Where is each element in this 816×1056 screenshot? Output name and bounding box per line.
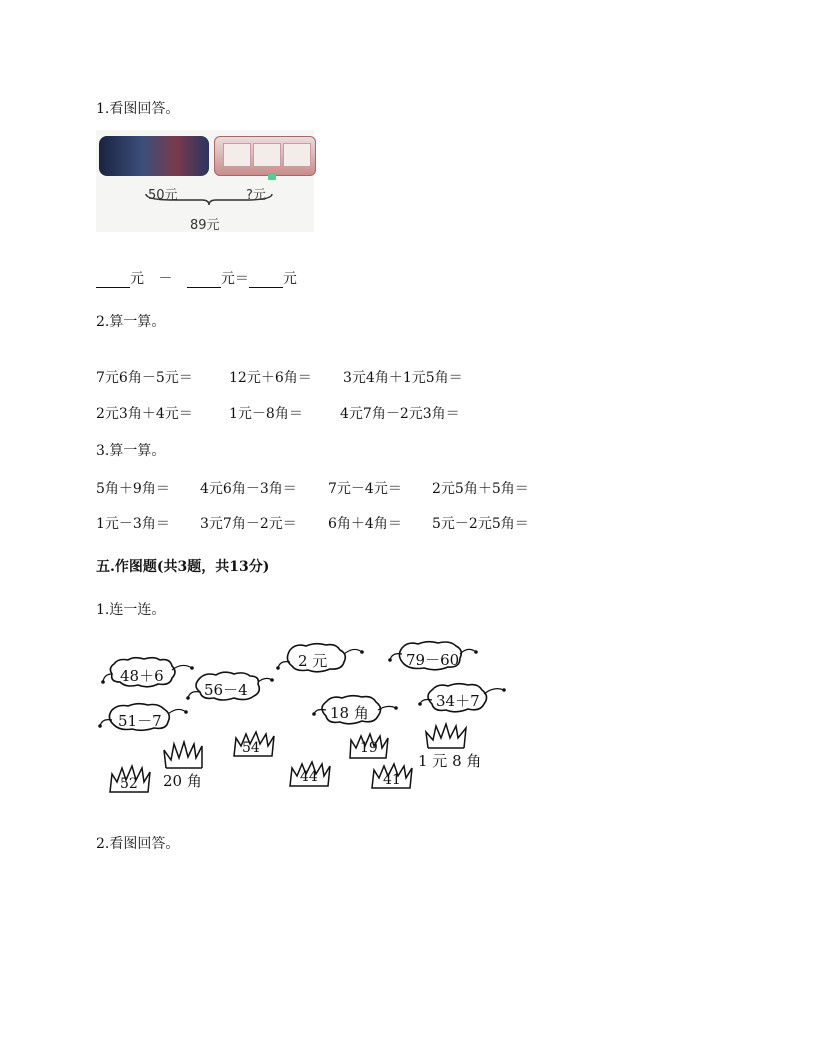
section5-question-1-title: 1.连一连。 [96,602,166,618]
cloud-bubble[interactable] [312,694,398,728]
q3-problem: 5角＋9角＝ [96,481,170,497]
unit-label: 元＝ [220,271,249,287]
q2-problem: 4元7角－2元3角＝ [340,406,460,422]
price-left-label: 50元 [148,188,178,203]
grass-tuft[interactable] [108,764,154,794]
grass-label: 19 [360,740,378,756]
cloud-label: 18 角 [330,704,369,722]
q3-problem: 2元5角＋5角＝ [432,481,529,497]
cloud-label: 48＋6 [120,667,164,685]
answer-blank-1[interactable] [96,273,130,288]
answer-blank-2[interactable] [187,273,221,288]
q3-problem: 7元－4元＝ [328,481,402,497]
q2-problem: 12元＋6角＝ [229,370,312,386]
unit-label: 元 [130,271,144,287]
cloud-label: 34＋7 [436,692,480,710]
q3-problem: 6角＋4角＝ [328,516,402,532]
q2-problem: 1元－8角＝ [229,406,303,422]
brace-icon [144,192,274,206]
cloud-label: 79－60 [406,651,460,669]
total-label: 89元 [190,218,220,233]
grass-label: 1 元 8 角 [418,752,482,770]
q3-problem: 4元6角－3角＝ [200,481,297,497]
cloud-label: 51－7 [118,712,162,730]
pencil-case-figure [96,130,314,232]
grass-tuft[interactable] [370,762,416,790]
answer-line [96,268,297,288]
q3-problem: 1元－3角＝ [96,516,170,532]
cloud-label: 56－4 [204,681,248,699]
grass-tuft[interactable] [424,722,470,750]
q2-problem: 2元3角＋4元＝ [96,406,193,422]
grass-icon [424,722,470,750]
q3-problem: 5元－2元5角＝ [432,516,529,532]
cloud-bubble[interactable] [276,642,366,676]
answer-blank-3[interactable] [249,273,283,288]
grass-label: 52 [120,776,138,792]
cloud-bubble[interactable] [186,670,276,704]
grass-label: 54 [242,740,260,756]
pencil-case-clasp [268,174,276,180]
cloud-bubble[interactable] [418,682,508,716]
grass-label: 41 [383,772,401,788]
section-heading: 五.作图题(共3题，共13分) [96,559,270,575]
cloud-bubble[interactable] [388,640,480,674]
question-3-title: 3.算一算。 [96,443,166,459]
q3-problem: 3元7角－2元＝ [200,516,297,532]
grass-label: 20 角 [163,772,202,790]
grass-tuft[interactable] [288,760,334,788]
unit-label: 元 [282,271,297,287]
price-right-label: ?元 [246,188,266,203]
operator-label: － [158,271,173,287]
grass-tuft[interactable] [162,740,208,772]
question-1-title: 1.看图回答。 [96,101,180,117]
pencil-case-pink-image [214,136,316,176]
cloud-bubble[interactable] [98,702,190,734]
question-2-title: 2.算一算。 [96,314,166,330]
grass-icon [162,740,208,772]
grass-tuft[interactable] [232,730,278,758]
cloud-bubble[interactable] [100,656,195,690]
q2-problem: 3元4角＋1元5角＝ [343,370,463,386]
q2-problem: 7元6角－5元＝ [96,370,193,386]
cloud-label: 2 元 [298,652,328,670]
pencil-case-blue-image [99,136,209,176]
grass-tuft[interactable] [348,732,392,760]
grass-label: 44 [300,769,318,785]
section5-question-2-title: 2.看图回答。 [96,836,180,852]
